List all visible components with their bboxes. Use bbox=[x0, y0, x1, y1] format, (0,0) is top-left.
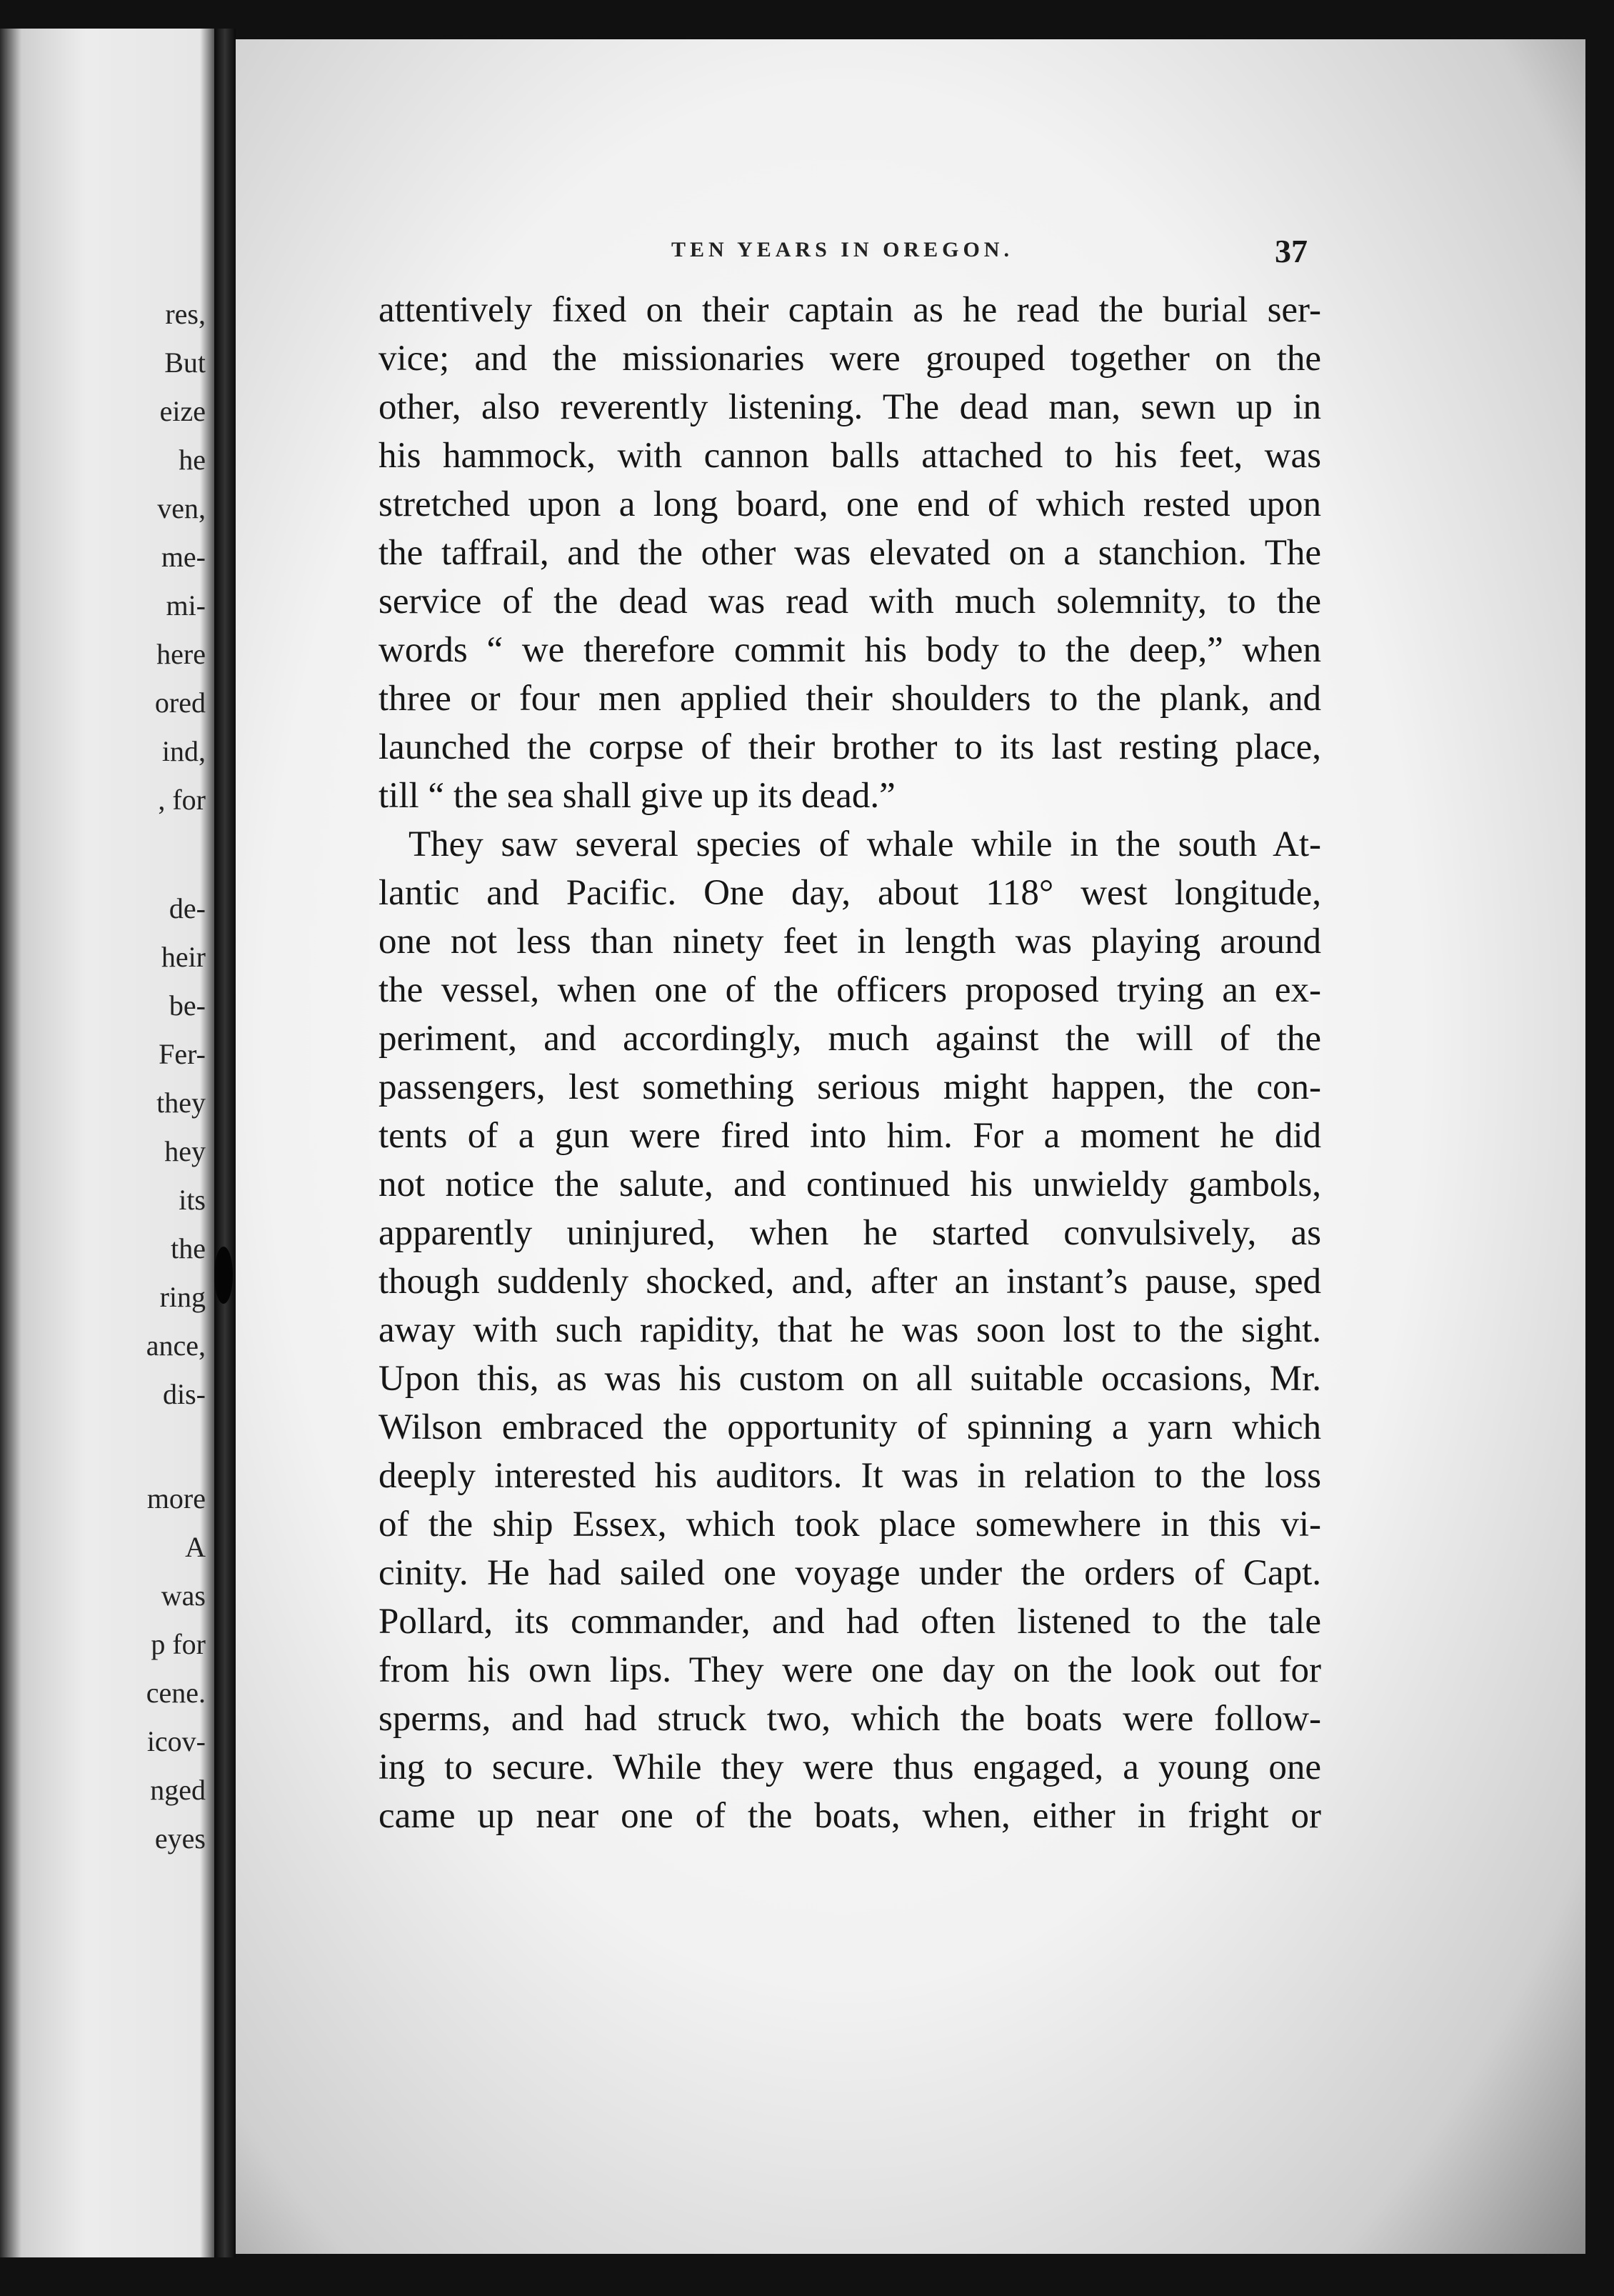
left-page-fragment: mi- bbox=[166, 589, 206, 622]
text-line: They saw several species of whale while in the south At- bbox=[408, 824, 1321, 864]
left-page-fragment: he bbox=[179, 444, 206, 476]
left-page-fragment: icov- bbox=[146, 1725, 206, 1757]
body-text bbox=[379, 286, 1321, 1840]
text-line: Pollard, its commander, and had often listened to the tale bbox=[379, 1602, 1321, 1642]
text-line: periment, and accordingly, much against the will of the bbox=[379, 1019, 1321, 1059]
left-page-fragment: here bbox=[156, 638, 206, 670]
text-line: the taffrail, and the other was elevated on a stanchion. The bbox=[379, 533, 1321, 573]
running-head: TEN YEARS IN OREGON. bbox=[671, 238, 1013, 261]
text-line: words “ we therefore commit his body to the deep,” when bbox=[379, 630, 1321, 670]
left-page-fragment: ring bbox=[159, 1281, 206, 1313]
text-line: of the ship Essex, which took place somewhere in this vi- bbox=[379, 1504, 1321, 1544]
text-line: other, also reverently listening. The dead man, sewn up in bbox=[379, 387, 1321, 427]
left-page-fragment: dis- bbox=[163, 1378, 206, 1410]
page-header bbox=[236, 232, 1585, 275]
text-line: his hammock, with cannon balls attached to his feet, was bbox=[379, 436, 1321, 476]
text-line: Upon this, as was his custom on all suitable occasions, Mr. bbox=[379, 1359, 1321, 1399]
ink-blot bbox=[214, 1247, 233, 1304]
left-page-fragment: heir bbox=[161, 941, 206, 973]
text-line: three or four men applied their shoulders to the plank, and bbox=[379, 679, 1321, 719]
text-line: tents of a gun were fired into him. For a moment he did bbox=[379, 1116, 1321, 1156]
left-page-fragment: more bbox=[146, 1482, 206, 1514]
left-page-fragment: eize bbox=[159, 395, 206, 427]
page-number: 37 bbox=[1275, 233, 1308, 269]
left-page-fragment: But bbox=[164, 346, 206, 379]
text-line: till “ the sea shall give up its dead.” bbox=[379, 776, 896, 816]
left-page-fragment: hey bbox=[164, 1135, 206, 1167]
left-page-fragment: the bbox=[171, 1232, 206, 1264]
book-gutter bbox=[214, 29, 236, 2257]
text-line: though suddenly shocked, and, after an instant’s pause, sped bbox=[379, 1262, 1321, 1302]
left-page-fragment: they bbox=[156, 1087, 206, 1119]
left-page-fragment: me- bbox=[161, 541, 206, 573]
left-page-fragment: ored bbox=[154, 687, 206, 719]
right-page bbox=[236, 39, 1585, 2254]
text-line: apparently uninjured, when he started convulsively, as bbox=[379, 1213, 1321, 1253]
text-line: the vessel, when one of the officers proposed trying an ex- bbox=[379, 970, 1321, 1010]
left-page-fragment: ind, bbox=[161, 735, 206, 767]
left-page-fragment: eyes bbox=[154, 1822, 206, 1855]
left-page-fragment: was bbox=[161, 1579, 206, 1612]
text-line: one not less than ninety feet in length was playing around bbox=[379, 922, 1321, 962]
text-line: vice; and the missionaries were grouped together on the bbox=[379, 339, 1321, 379]
left-page-fragment: ance, bbox=[146, 1329, 206, 1362]
text-line: from his own lips. They were one day on the look out for bbox=[379, 1650, 1321, 1690]
text-line: came up near one of the boats, when, either in fright or bbox=[379, 1796, 1321, 1836]
left-page-fragment: , for bbox=[158, 784, 206, 816]
text-line: attentively fixed on their captain as he read the burial ser- bbox=[379, 290, 1321, 330]
left-page-fragment: Fer- bbox=[159, 1038, 206, 1070]
text-line: passengers, lest something serious might happen, the con- bbox=[379, 1067, 1321, 1107]
left-page-fragment: cene. bbox=[146, 1677, 206, 1709]
left-page-fragment: be- bbox=[169, 989, 206, 1022]
left-page-fragment: res, bbox=[165, 298, 206, 330]
left-page-fragment: p for bbox=[151, 1628, 206, 1660]
text-line: deeply interested his auditors. It was in relation to the loss bbox=[379, 1456, 1321, 1496]
text-line: sperms, and had struck two, which the boats were follow- bbox=[379, 1699, 1321, 1739]
left-page-fragment: its bbox=[179, 1184, 206, 1216]
text-line: launched the corpse of their brother to its last resting place, bbox=[379, 727, 1321, 767]
text-line: ing to secure. While they were thus engaged, a young one bbox=[379, 1747, 1321, 1787]
text-line: not notice the salute, and continued his unwieldy gambols, bbox=[379, 1164, 1321, 1204]
left-page-fragment: ven, bbox=[157, 492, 206, 524]
text-line: service of the dead was read with much solemnity, to the bbox=[379, 582, 1321, 622]
text-line: cinity. He had sailed one voyage under the orders of Capt. bbox=[379, 1553, 1321, 1593]
text-line: stretched upon a long board, one end of which rested upon bbox=[379, 484, 1321, 524]
left-page-fragment: de- bbox=[169, 892, 206, 924]
left-page-fragment: nged bbox=[150, 1774, 206, 1806]
text-line: Wilson embraced the opportunity of spinning a yarn which bbox=[379, 1407, 1321, 1447]
text-line: lantic and Pacific. One day, about 118° west longitude, bbox=[379, 873, 1321, 913]
text-line: away with such rapidity, that he was soon lost to the sight. bbox=[379, 1310, 1321, 1350]
left-page-edge bbox=[0, 29, 214, 2257]
left-page-fragment: A bbox=[185, 1531, 206, 1563]
